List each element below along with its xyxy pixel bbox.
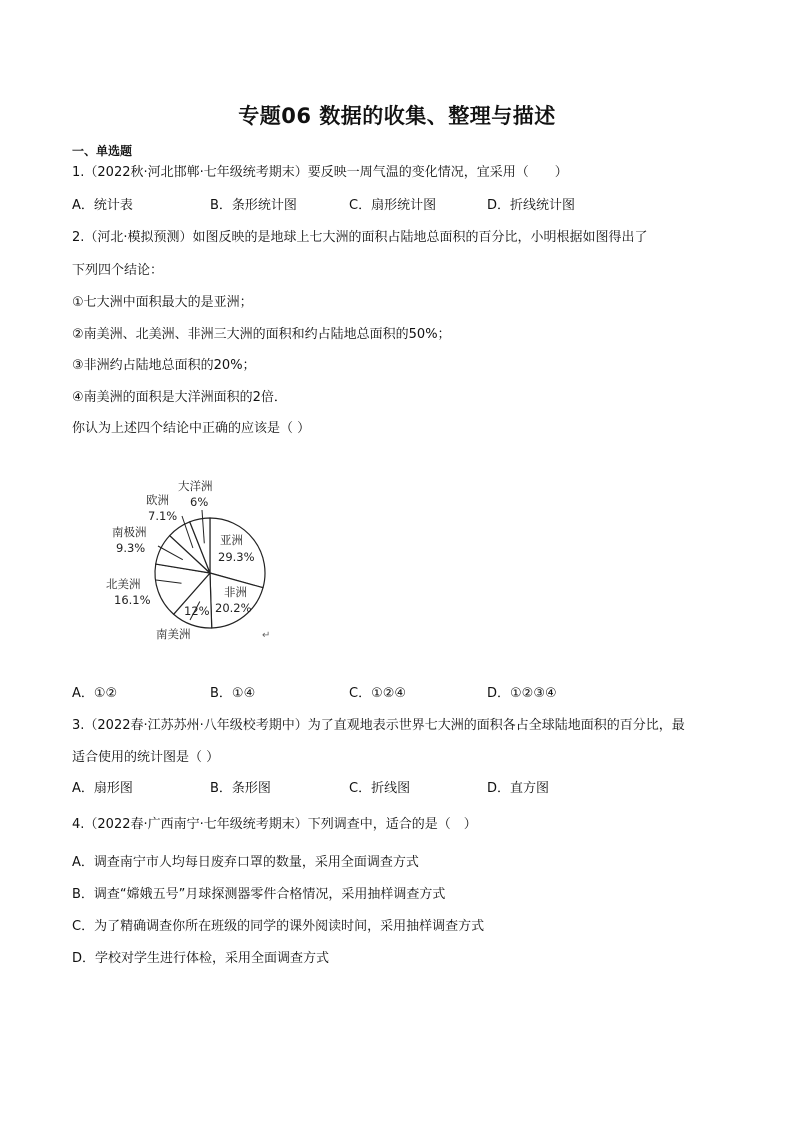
- question-1-option-b: B．条形统计图: [210, 198, 297, 213]
- question-1-text: 1.（2022秋·河北邯郸·七年级统考期末）要反映一周气温的变化情况，宜采用（ ）: [72, 165, 568, 180]
- slice-value-label-6: 7.1%: [148, 509, 178, 523]
- question-3-option-b: B．条形图: [210, 781, 271, 796]
- slice-value-label-5: 9.3%: [116, 541, 146, 555]
- question-1-option-c: C．扇形统计图: [349, 198, 437, 213]
- question-2-option-a: A．①②: [72, 686, 118, 701]
- question-2-option-b: B．①④: [210, 686, 256, 701]
- question-1-option-a: A．统计表: [72, 198, 133, 213]
- continent-area-pie-chart: [98, 470, 288, 650]
- question-4-option-c: C．为了精确调查你所在班级的同学的课外阅读时间，采用抽样调查方式: [72, 919, 485, 934]
- slice-value-label-1: 29.3%: [218, 550, 255, 564]
- question-2-conclusion-3: ③非洲约占陆地总面积的20%；: [72, 358, 256, 373]
- question-1-option-d: D．折线统计图: [487, 198, 576, 213]
- question-2-option-c: C．①②④: [349, 686, 407, 701]
- return-mark: ↵: [262, 630, 271, 641]
- slice-value-label-2: 20.2%: [215, 601, 252, 615]
- question-4-option-a: A．调查南宁市人均每日废弃口罩的数量，采用全面调查方式: [72, 855, 419, 870]
- question-3-option-c: C．折线图: [349, 781, 411, 796]
- pie-chart-svg: [98, 470, 288, 650]
- slice-name-label-7: 大洋洲: [178, 479, 213, 493]
- question-4-option-d: D．学校对学生进行体检，采用全面调查方式: [72, 951, 330, 966]
- slice-name-label-5: 南极洲: [112, 525, 147, 539]
- question-3-text-line-1: 3.（2022春·江苏苏州·八年级校考期中）为了直观地表示世界七大洲的面积各占全球陆地面积的百分比，最: [72, 718, 685, 733]
- document-title: 专题06 数据的收集、整理与描述: [238, 104, 556, 128]
- slice-name-label-6: 欧洲: [146, 493, 169, 507]
- question-3-option-d: D．直方图: [487, 781, 550, 796]
- question-2-conclusion-2: ②南美洲、北美洲、非洲三大洲的面积和约占陆地总面积的50%；: [72, 327, 451, 342]
- slice-name-label-4: 北美洲: [106, 577, 141, 591]
- question-2-text-line-1: 2.（河北·模拟预测）如图反映的是地球上七大洲的面积占陆地总面积的百分比，小明根据如图得出了: [72, 230, 648, 245]
- slice-value-label-3: 12%: [184, 604, 210, 618]
- question-3-text-line-2: 适合使用的统计图是（ ）: [72, 750, 220, 765]
- slice-name-label-2: 非洲: [224, 585, 247, 599]
- slice-name-label-1: 亚洲: [220, 533, 243, 547]
- question-4-option-b: B．调查“嫦娥五号”月球探测器零件合格情况，采用抽样调查方式: [72, 887, 446, 902]
- question-2-text-line-2: 下列四个结论：: [72, 263, 164, 278]
- question-2-conclusion-1: ①七大洲中面积最大的是亚洲；: [72, 295, 253, 310]
- slice-name-label-3: 南美洲: [156, 627, 191, 641]
- section-heading: 一、单选题: [72, 144, 133, 158]
- question-3-option-a: A．扇形图: [72, 781, 133, 796]
- question-2-prompt: 你认为上述四个结论中正确的应该是（ ）: [72, 421, 311, 436]
- slice-value-label-7: 6%: [190, 495, 209, 509]
- question-2-option-d: D．①②③④: [487, 686, 557, 701]
- slice-value-label-4: 16.1%: [114, 593, 151, 607]
- question-4-text: 4.（2022春·广西南宁·七年级统考期末）下列调查中，适合的是（ ）: [72, 817, 477, 832]
- question-2-conclusion-4: ④南美洲的面积是大洋洲面积的2倍．: [72, 390, 287, 405]
